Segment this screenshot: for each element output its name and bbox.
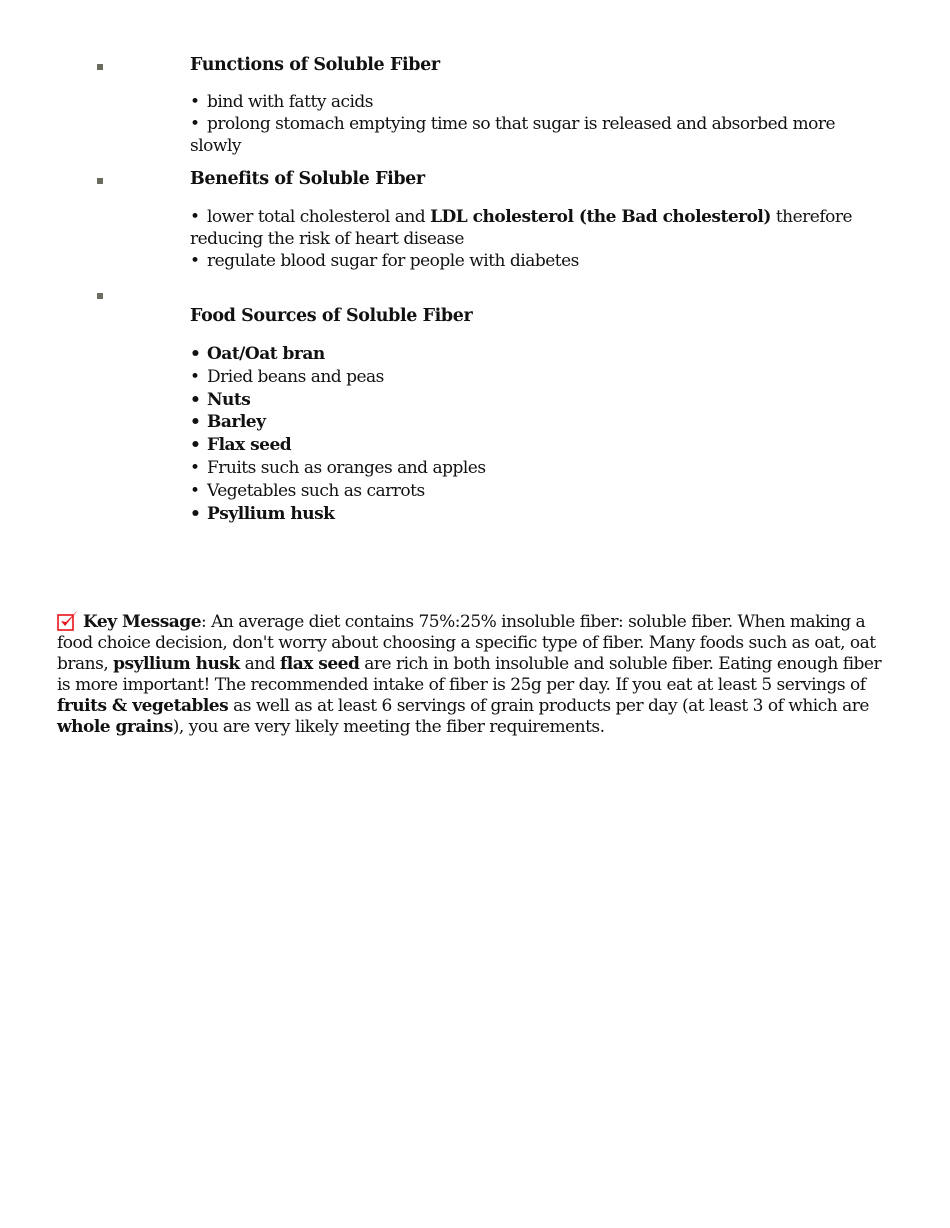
bullet-dot-icon: • — [190, 366, 200, 387]
list-item: • prolong stomach emptying time so that sugar is released and absorbed more slowly — [190, 114, 836, 156]
checkbox-checked-icon — [57, 609, 80, 631]
benefits-heading: Benefits of Soluble Fiber — [190, 169, 425, 189]
list-item: • Barley — [190, 412, 266, 433]
bullet-dot-icon: • — [190, 503, 201, 524]
bullet-dot-icon: • — [190, 389, 201, 410]
list-item: • lower total cholesterol and LDL cholesterol (the Bad cholesterol) therefore reducing the risk of heart disease — [190, 207, 853, 249]
sources-heading: Food Sources of Soluble Fiber — [190, 306, 473, 326]
list-item: • Vegetables such as carrots — [190, 480, 425, 501]
list-item: • Oat/Oat bran — [190, 344, 325, 364]
bullet-dot-icon: • — [190, 435, 201, 456]
benefits-list — [190, 206, 860, 272]
bullet-dot-icon: • — [190, 412, 201, 433]
key-message-paragraph: Key Message: An average diet contains 75%:25% insoluble fiber: soluble fiber. When making a food choice decision, don't worry about choosing a specific type of fiber. Many foods such as oat, oat brans, psyllium husk and flax seed are rich in both insoluble and soluble fiber. Eating enough fiber is more important! The recommended intake of fiber is 25g per day. If you eat at least 5 servings of fruits & vegetables as well as at least 6 servings of grain products per day (at least 3 of which are whole grains), you are very likely meeting the fiber requirements. — [57, 609, 897, 738]
square-bullet-icon — [97, 293, 103, 299]
square-bullet-icon — [97, 178, 103, 184]
functions-heading: Functions of Soluble Fiber — [190, 55, 440, 75]
square-bullet-icon — [97, 64, 103, 70]
functions-list — [190, 91, 860, 157]
list-item: • Psyllium husk — [190, 503, 335, 524]
list-item: • Dried beans and peas — [190, 366, 384, 387]
bullet-dot-icon: • — [190, 457, 200, 478]
bullet-dot-icon: • — [190, 344, 201, 364]
key-message-label: Key Message — [83, 612, 202, 632]
list-item: • Flax seed — [190, 435, 292, 456]
bullet-dot-icon: • — [190, 114, 200, 134]
list-item: • Fruits such as oranges and apples — [190, 457, 486, 478]
sources-list — [190, 343, 860, 525]
list-item: • Nuts — [190, 389, 251, 410]
bullet-dot-icon: • — [190, 480, 200, 501]
bullet-dot-icon: • — [190, 92, 200, 112]
list-item: • bind with fatty acids — [190, 92, 374, 112]
bullet-dot-icon: • — [190, 207, 200, 227]
list-item: • regulate blood sugar for people with diabetes — [190, 251, 579, 271]
bullet-dot-icon: • — [190, 251, 200, 271]
